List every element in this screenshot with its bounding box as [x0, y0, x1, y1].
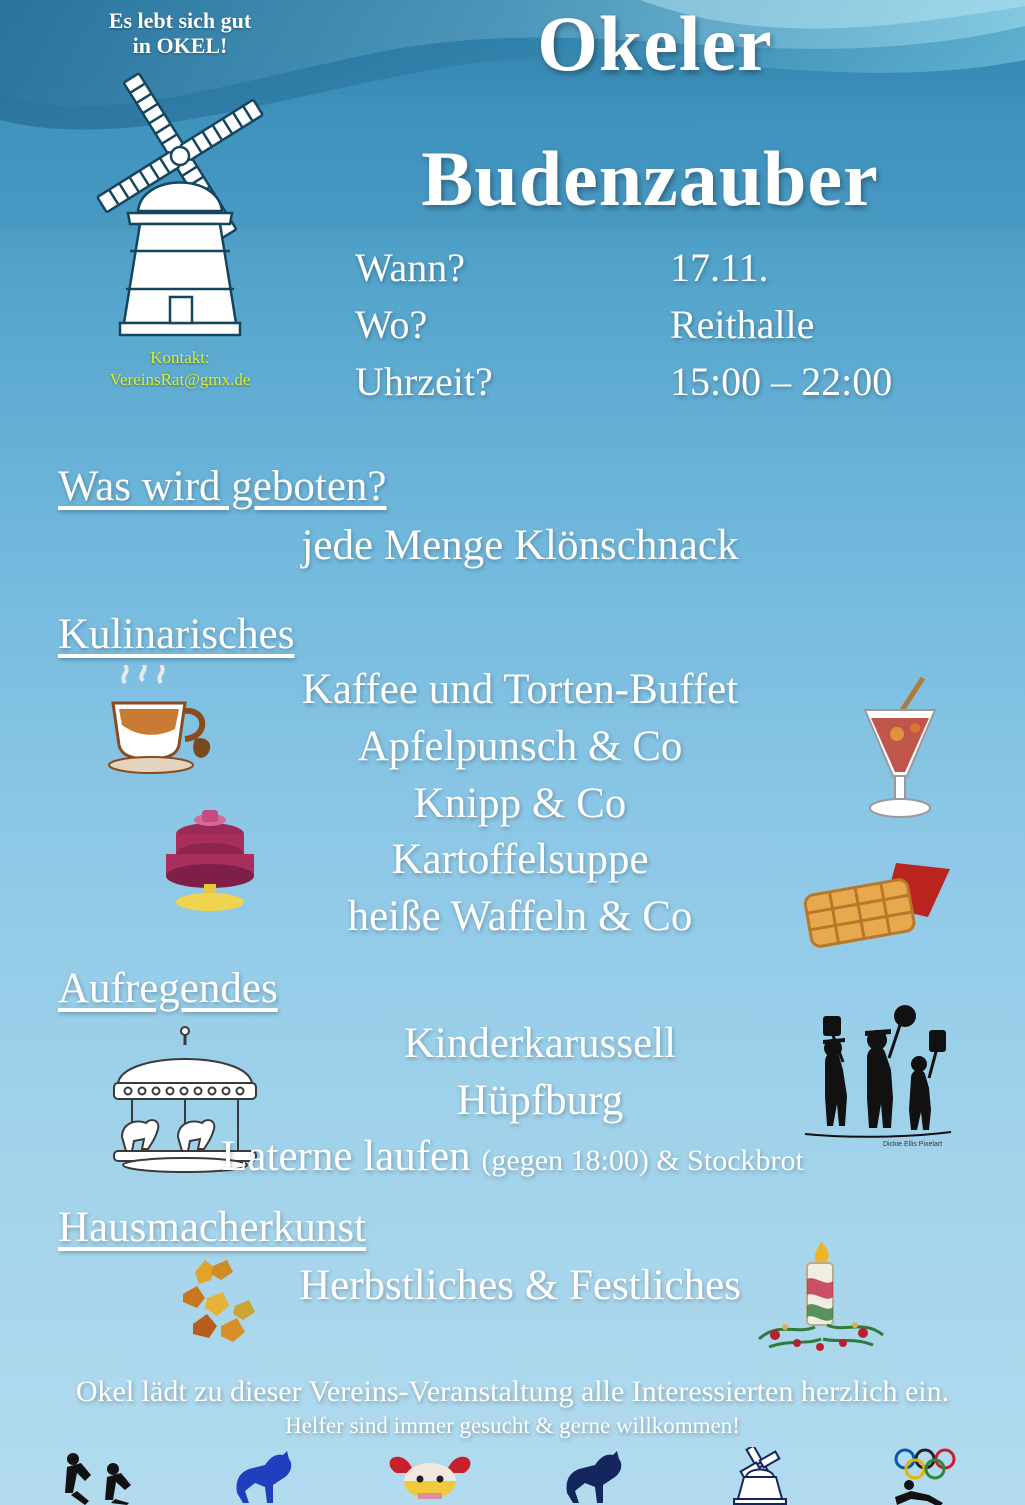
kulinarisches-list: [180, 662, 860, 946]
club-icon-row: [0, 1443, 1025, 1505]
fact-question: Uhrzeit?: [355, 358, 493, 404]
contact-email[interactable]: VereinsRat@gmx.de: [109, 369, 251, 389]
kulinarisches-item: Kartoffelsuppe: [391, 836, 649, 884]
autumn-leaves-icon: [175, 1250, 285, 1355]
logo-slogan-line2: in OKEL!: [132, 33, 228, 59]
fact-row: [355, 354, 975, 411]
footer-invitation: Okel lädt zu dieser Vereins-Veranstaltung alle Interessierten herzlich ein.: [75, 1375, 950, 1408]
poster-title-line1: Okeler: [537, 0, 773, 87]
kulinarisches-item: Kaffee und Torten-Buffet: [301, 666, 739, 713]
logo-block: [40, 8, 320, 390]
contact-label: Kontakt:: [150, 347, 210, 367]
fact-answer: 15:00 – 22:00: [670, 358, 893, 404]
lantern-note-text: (gegen 18:00) & Stockbrot: [481, 1144, 804, 1177]
footer-helpers: Helfer sind immer gesucht & gerne willkommen!: [285, 1413, 740, 1438]
punch-glass-icon: [845, 672, 955, 832]
waffle-icon: [800, 855, 960, 965]
horse-blue-icon: [210, 1445, 320, 1505]
horse-dark-icon: [540, 1445, 650, 1505]
carnival-bull-icon: [375, 1445, 485, 1505]
aufregendes-list: [200, 1016, 880, 1130]
aufregendes-item: Kinderkarussell: [403, 1020, 677, 1067]
kulinarisches-item: Knipp & Co: [413, 779, 627, 827]
fact-answer: 17.11.: [670, 245, 769, 290]
fact-question: Wann?: [355, 245, 466, 290]
kulinarisches-item: heiße Waffeln & Co: [347, 893, 693, 940]
fact-question: Wo?: [355, 301, 428, 347]
lantern-children-icon: [795, 1000, 960, 1150]
olympic-rings-icon: [870, 1445, 980, 1505]
section-heading-kulinarisches: Kulinarisches: [58, 611, 295, 658]
candle-wreath-icon: [745, 1235, 895, 1365]
section-item-kloenschnack: jede Menge Klönschnack: [301, 522, 739, 569]
windmill-small-icon: [705, 1445, 815, 1505]
kulinarisches-item: Apfelpunsch & Co: [357, 722, 683, 770]
svg-text:Dickie Ellis Pixelart: Dickie Ellis Pixelart: [883, 1141, 943, 1148]
section-heading-hausmacherkunst: Hausmacherkunst: [58, 1204, 367, 1251]
windmill-icon: [70, 61, 290, 346]
aufregendes-item: Hüpfburg: [456, 1076, 624, 1124]
fact-answer: Reithalle: [670, 301, 815, 347]
gymnastics-icon: [45, 1445, 155, 1505]
event-facts: [355, 240, 975, 410]
poster-title-line2: Budenzauber: [421, 135, 879, 222]
logo-slogan-line1: Es lebt sich gut: [108, 8, 252, 33]
fact-row: [355, 240, 975, 297]
section-heading-geboten: Was wird geboten?: [58, 463, 387, 510]
hausmacherkunst-item: Herbstliches & Festliches: [299, 1262, 741, 1309]
fact-row: [355, 297, 975, 354]
lantern-main-text: Laterne laufen: [221, 1133, 471, 1180]
section-heading-aufregendes: Aufregendes: [58, 965, 278, 1012]
